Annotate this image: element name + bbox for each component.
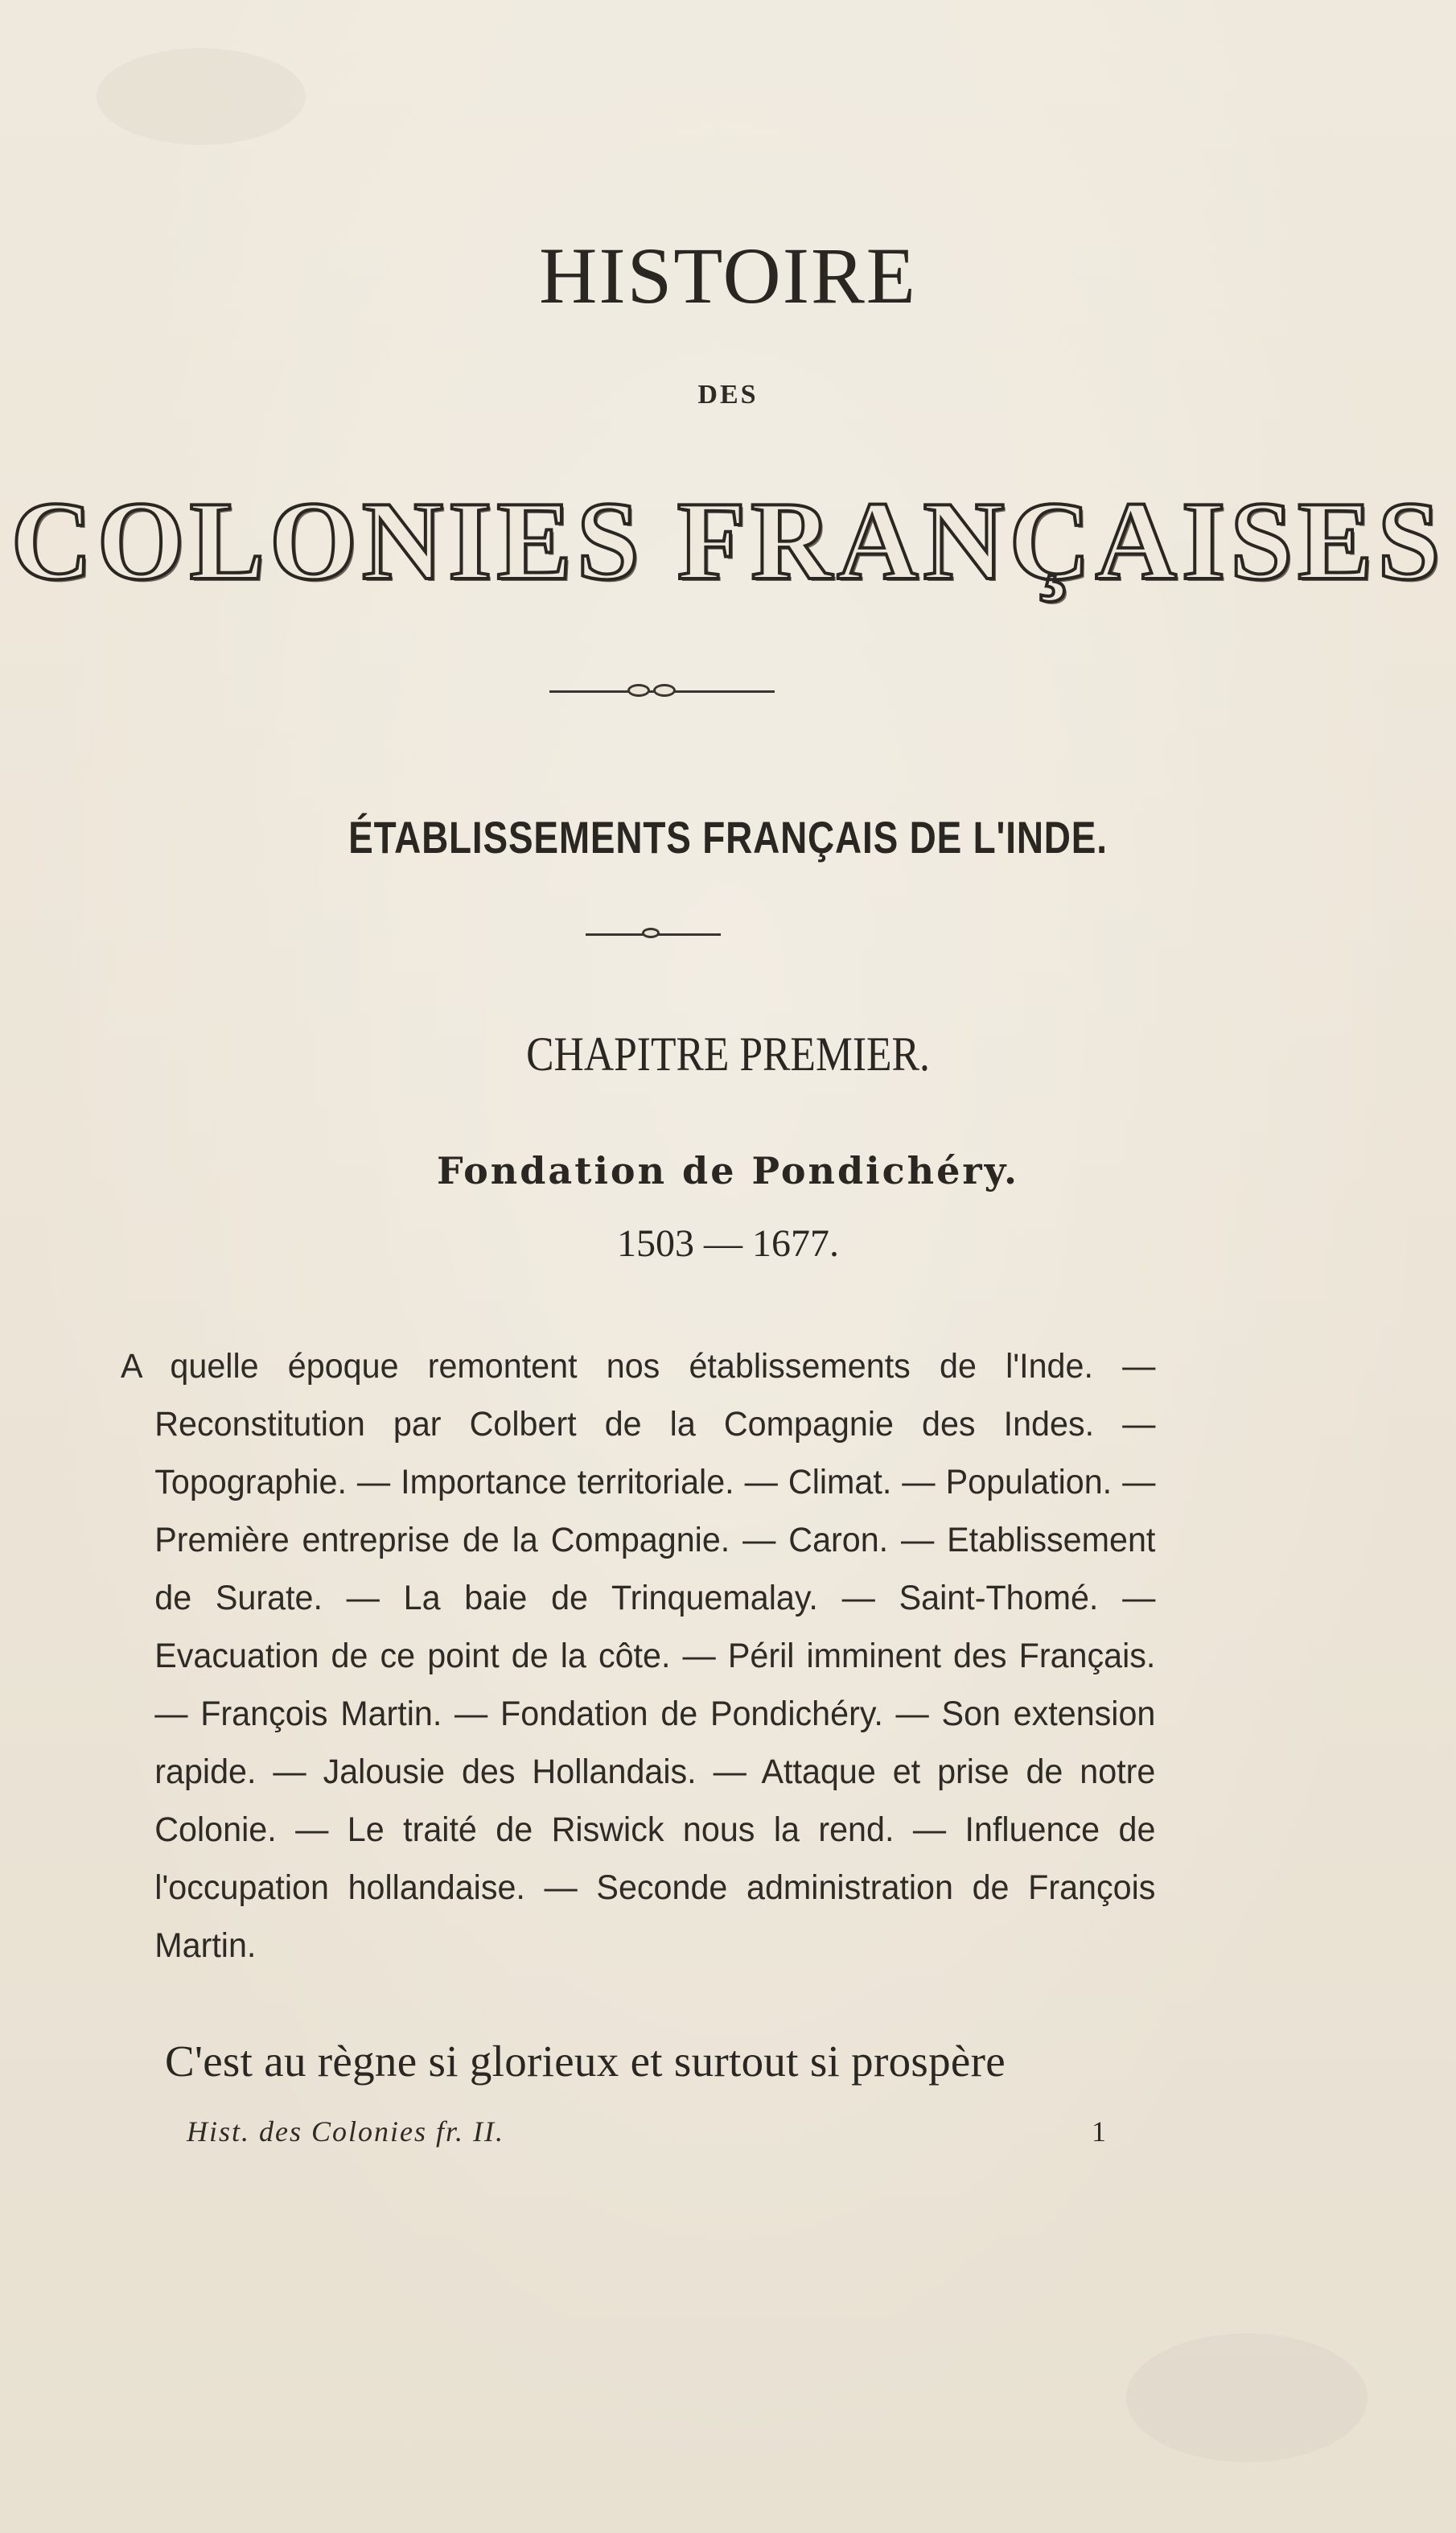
signature-mark: 1 <box>1092 2115 1106 2148</box>
chapter-dates: 1503 — 1677. <box>617 1222 839 1265</box>
body-first-line: C'est au règne si glorieux et surtout si prospère <box>165 2037 1006 2086</box>
section-heading: ÉTABLISSEMENTS FRANÇAIS DE L'INDE. <box>348 812 1108 863</box>
chapter-summary <box>121 1337 1155 1975</box>
paper-stain <box>97 48 306 145</box>
signature-line: Hist. des Colonies fr. II. <box>187 2115 505 2148</box>
book-subtitle-ornamental: COLONIES FRANÇAISES <box>10 479 1446 603</box>
summary-text: A quelle époque remontent nos établissements de l'Inde. — Reconstitution par Colbert de la Compagnie des Indes. — Topographie. — Importance territoriale. — Climat. — Population. — Première entreprise de la Compagnie. — Caron. — Etablissement de Surate. — La baie de Trinquemalay. — Saint-Thomé. — Evacuation de ce point de la côte. — Péril imminent des Français. — François Martin. — Fondation de Pondichéry. — Son extension rapide. — Jalousie des Hollandais. — Attaque et prise de notre Colonie. — Le traité de Riswick nous la rend. — Influence de l'occupation hollandaise. — Seconde administration de François Martin. <box>121 1347 1156 1965</box>
title-connector: DES <box>697 380 759 410</box>
chapter-title: CHAPITRE PREMIER. <box>526 1028 930 1081</box>
chapter-subtitle: Fondation de Pondichéry. <box>436 1149 1020 1192</box>
paper-stain <box>1126 2333 1368 2462</box>
book-title: HISTOIRE <box>539 231 917 320</box>
